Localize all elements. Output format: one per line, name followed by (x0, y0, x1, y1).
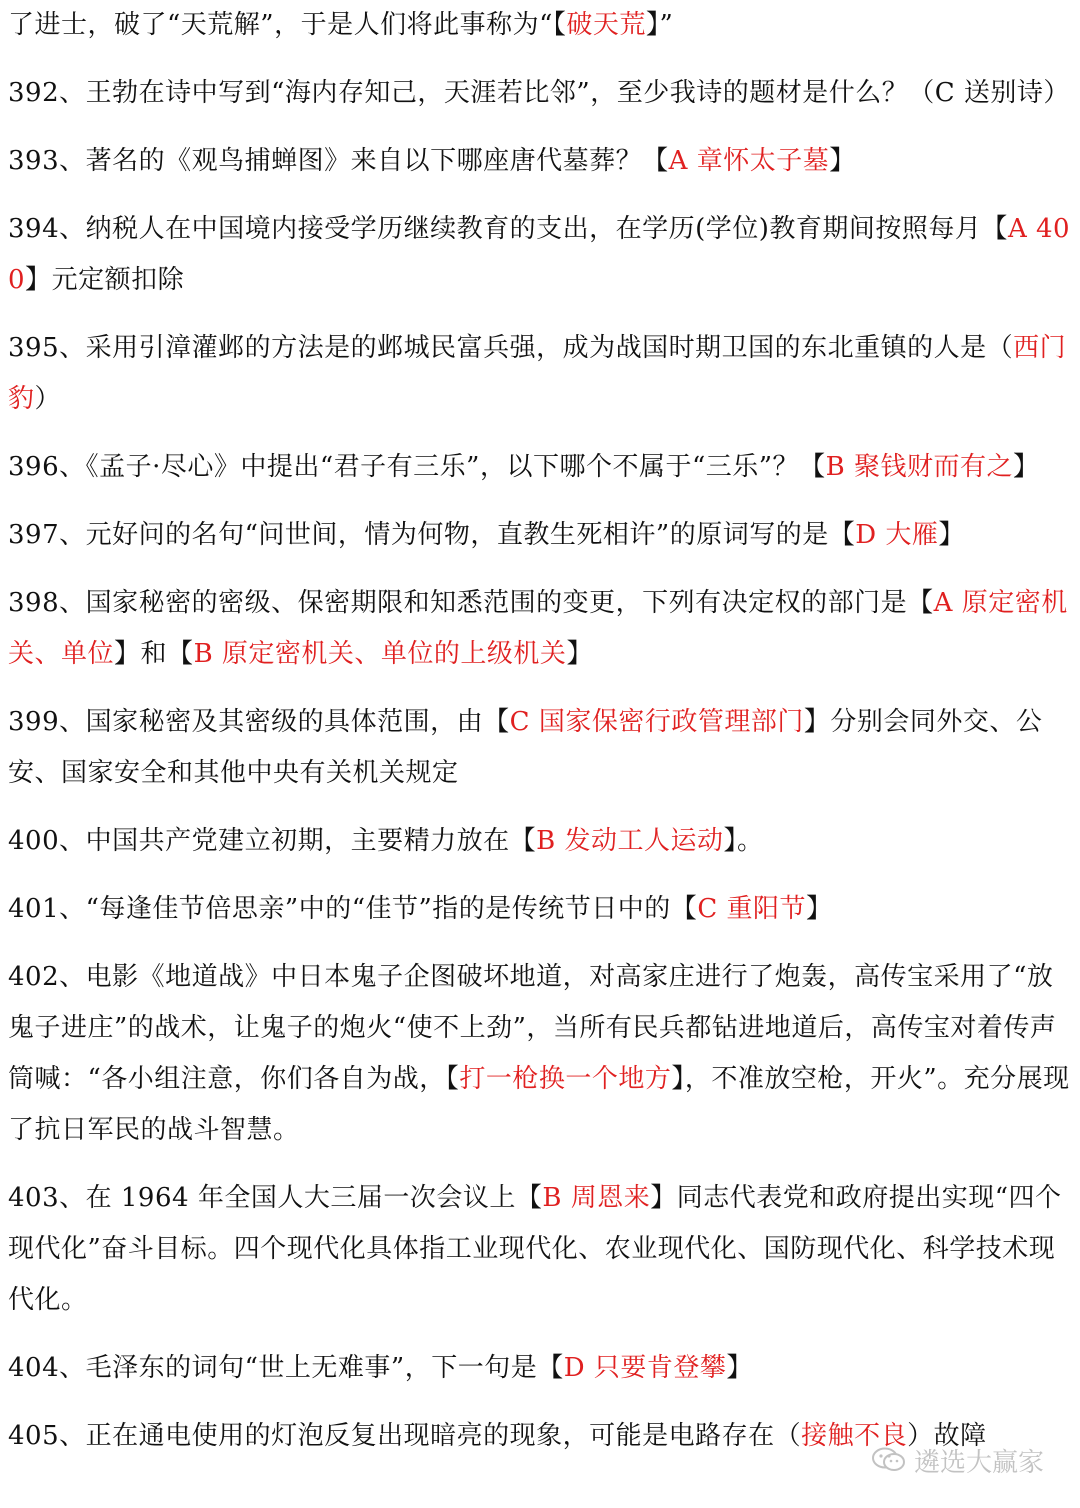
question-text: 【 (515, 1183, 543, 1213)
question-text: 【 (509, 826, 537, 856)
question-text: 了进士，破了“天荒解”，于是人们将此事称为“ (8, 10, 553, 40)
question-text: 【 (537, 1353, 564, 1383)
question-text: 396、《孟子·尽心》中提出“君子有三乐”，以下哪个不属于“三乐”？ (8, 452, 800, 482)
question-text: 404、毛泽东的词句“世上无难事”，下一句是 (8, 1353, 538, 1383)
question-text: 【 (828, 520, 856, 550)
question-top (8, 0, 1072, 51)
question-text: 392、王勃在诗中写到“海内存知己，天涯若比邻”，至少我诗的题材是什么？（C 送别诗） (8, 78, 1070, 108)
paragraph-gap (8, 493, 1072, 510)
answer-text: 西门豹 (8, 333, 1067, 414)
question-392 (8, 68, 1072, 119)
question-text: 401、“每逢佳节倍思亲”中的“佳节”指的是传统节日中的 (8, 894, 671, 924)
paragraph-gap (8, 1326, 1072, 1343)
question-text: 】 (805, 894, 833, 924)
question-text: 【 (642, 146, 669, 176)
question-400 (8, 816, 1072, 867)
question-401 (8, 884, 1072, 935)
question-text: 元定额扣除 (51, 265, 185, 295)
question-text: 405、正在通电使用的灯泡反复出现暗亮的现象，可能是电路存在（ (8, 1421, 802, 1451)
question-text: 同志代表党和政府提出实现“四个现代化”奋斗目标。四个现代化具体指工业现代化、农业现代化、国防现代化、科学技术现代化。 (8, 1183, 1062, 1315)
answer-text: 接触不良 (801, 1421, 908, 1451)
answer-text: A 章怀太子墓 (668, 146, 830, 176)
question-text: 400、中国共产党建立初期，主要精力放在 (8, 826, 510, 856)
paragraph-gap (8, 1156, 1072, 1173)
question-text: ” (659, 10, 674, 40)
watermark-text: 遴选大赢家 (913, 1447, 1044, 1478)
question-403 (8, 1173, 1072, 1326)
question-text: 】 (566, 639, 593, 669)
paragraph-gap (8, 680, 1072, 697)
question-text: 【 (483, 707, 510, 737)
paragraph-gap (8, 935, 1072, 952)
document-body (8, 0, 1072, 1462)
question-text: 和 (140, 639, 168, 669)
question-text: ，不准放空枪，开火”。充分展现了抗日军民的战斗智慧。 (8, 1064, 1070, 1145)
question-text: 】 (726, 1353, 753, 1383)
question-394 (8, 204, 1072, 306)
question-text: 】 (114, 639, 141, 669)
paragraph-gap (8, 561, 1072, 578)
question-text: ） (34, 384, 62, 414)
paragraph-gap (8, 51, 1072, 68)
question-399 (8, 697, 1072, 799)
paragraph-gap (8, 867, 1072, 884)
question-text: 】 (803, 707, 831, 737)
answer-text: A 400 (8, 214, 1071, 295)
question-398 (8, 578, 1072, 680)
paragraph-gap (8, 425, 1072, 442)
paragraph-gap (8, 306, 1072, 323)
question-text: 【 (670, 894, 698, 924)
paragraph-gap (8, 119, 1072, 136)
paragraph-gap (8, 799, 1072, 816)
question-text: 。 (737, 826, 764, 856)
answer-text: 打一枪换一个地方 (459, 1064, 672, 1094)
question-text: 【 (552, 10, 567, 40)
question-text: 【 (445, 1064, 460, 1094)
question-text: 403、在 1964 年全国人大三届一次会议上 (8, 1183, 516, 1213)
answer-text: D 大雁 (855, 520, 939, 550)
question-397 (8, 510, 1072, 561)
watermark (872, 1440, 1044, 1480)
question-text: 395、采用引漳灌邺的方法是的邺城民富兵强，成为战国时期卫国的东北重镇的人是（ (8, 333, 1014, 363)
question-text: 】 (650, 1183, 677, 1213)
question-text: 394、纳税人在中国境内接受学历继续教育的支出，在学历(学位)教育期间按照每月 (8, 214, 982, 244)
question-text: ）故障 (907, 1421, 987, 1451)
answer-text: D 只要肯登攀 (563, 1353, 727, 1383)
question-text: 【 (799, 452, 826, 482)
question-text: 】 (671, 1064, 685, 1094)
question-text: 399、国家秘密及其密级的具体范围，由 (8, 707, 484, 737)
answer-text: B 周恩来 (542, 1183, 651, 1213)
question-text: 【 (907, 588, 934, 618)
question-text: 】 (938, 520, 965, 550)
answer-text: B 原定密机关、单位的上级机关 (193, 639, 567, 669)
question-text: 【 (167, 639, 194, 669)
question-text: 398、国家秘密的密级、保密期限和知悉范围的变更，下列有决定权的部门是 (8, 588, 908, 618)
question-text: 】 (829, 146, 856, 176)
answer-text: A 原定密机关、单位 (8, 588, 1068, 669)
answer-text: B 聚钱财而有之 (825, 452, 1013, 482)
answer-text: 破天荒 (566, 10, 646, 40)
question-text: 分别会同外交、公安、国家安全和其他中央有关机关规定 (8, 707, 1043, 788)
question-404 (8, 1343, 1072, 1394)
question-text: 】 (723, 826, 738, 856)
question-text: 【 (981, 214, 1008, 244)
question-text: 393、著名的《观鸟捕蝉图》来自以下哪座唐代墓葬？ (8, 146, 643, 176)
paragraph-gap (8, 1394, 1072, 1411)
question-text: 】 (25, 265, 52, 295)
question-396 (8, 442, 1072, 493)
question-text: 】 (1012, 452, 1040, 482)
paragraph-gap (8, 187, 1072, 204)
question-text: 】 (645, 10, 660, 40)
answer-text: B 发动工人运动 (536, 826, 724, 856)
question-395 (8, 323, 1072, 425)
question-text: 402、电影《地道战》中日本鬼子企图破坏地道，对高家庄进行了炮轰，高传宝采用了“放鬼子进庄”的战术，让鬼子的炮火“使不上劲”，当所有民兵都钻进地道后，高传宝对着传声筒喊：“各小组注意，你们各自为战， (8, 962, 1057, 1094)
wechat-icon (872, 1447, 906, 1473)
question-402 (8, 952, 1072, 1156)
answer-text: C 重阳节 (697, 894, 806, 924)
question-text: 397、元好问的名句“问世间，情为何物，直教生死相许”的原词写的是 (8, 520, 829, 550)
question-393 (8, 136, 1072, 187)
answer-text: C 国家保密行政管理部门 (509, 707, 804, 737)
